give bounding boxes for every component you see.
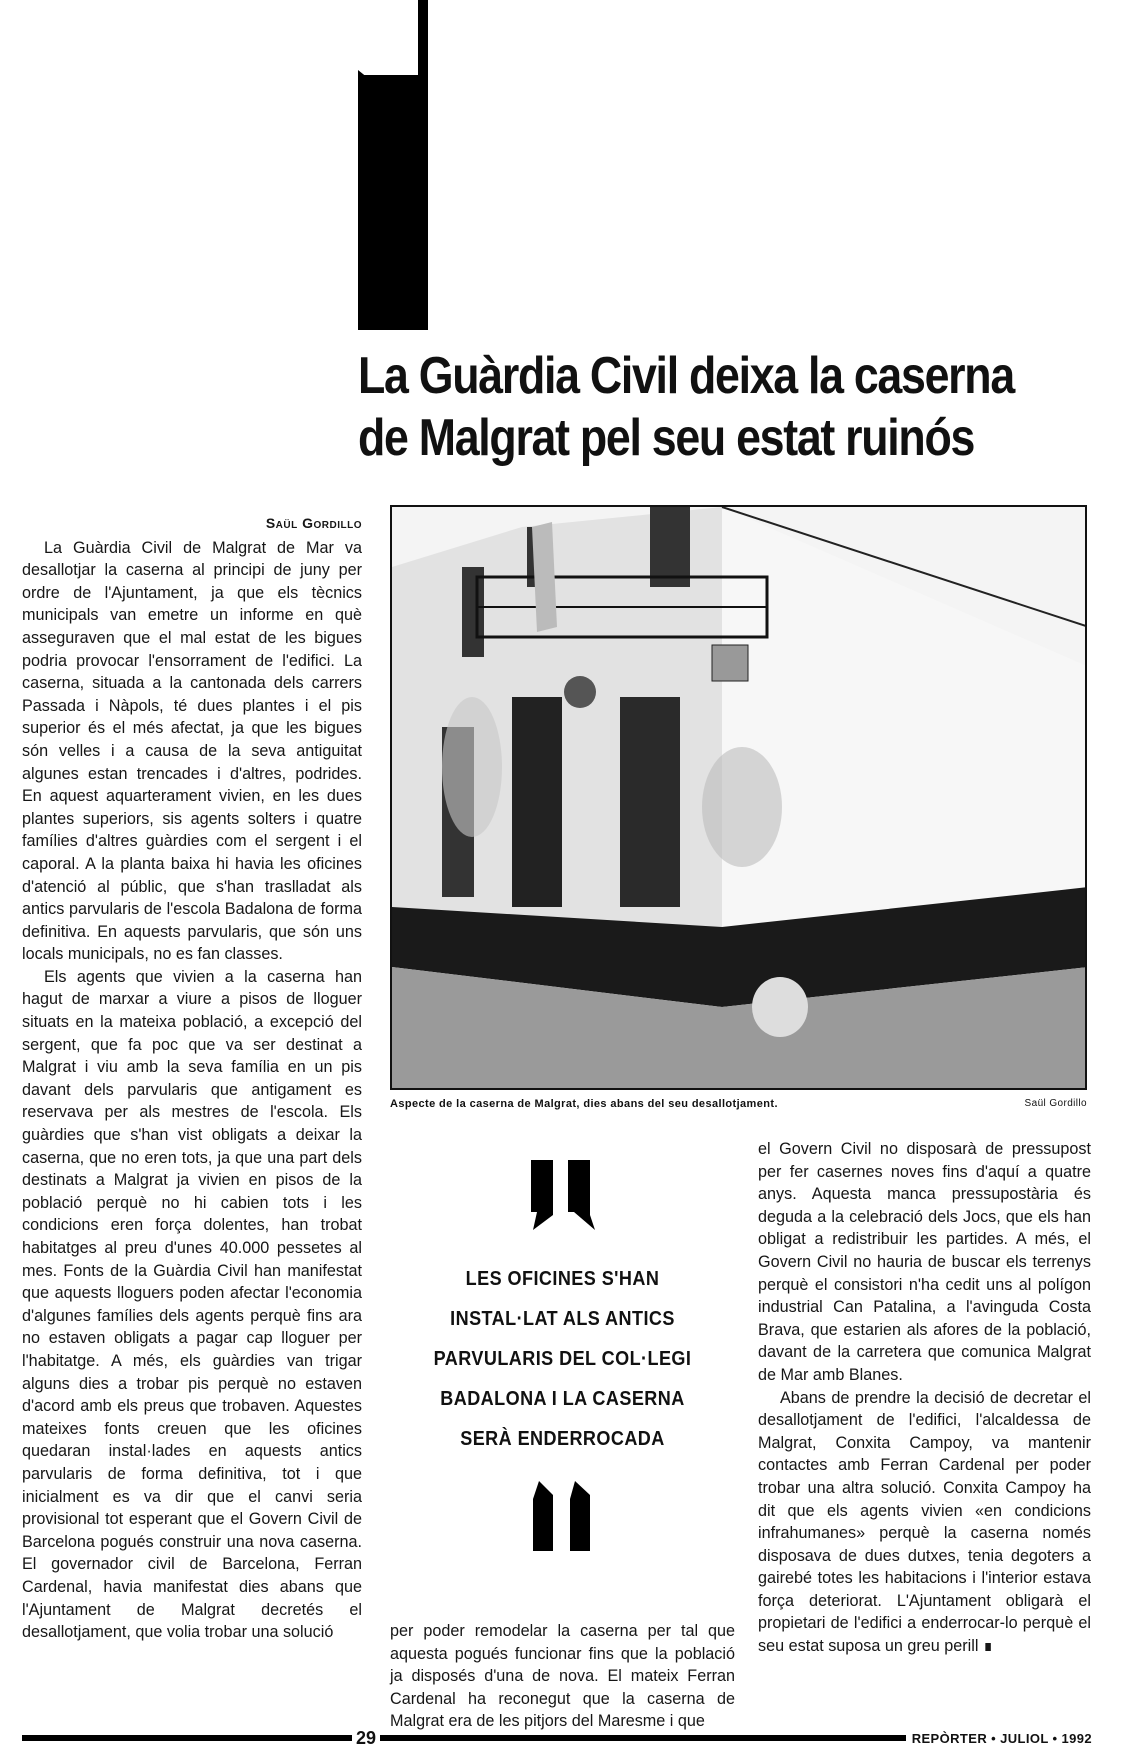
footer-rule-right [380,1735,906,1741]
pull-quote: LES OFICINES S'HAN INSTAL·LAT ALS ANTICS PARVULARIS DEL COL·LEGI BADALONA I LA CASERNA SERÀ ENDERROCADA [433,1267,692,1450]
barracks-photo [390,505,1087,1090]
page-footer [22,1725,1092,1751]
paragraph: Abans de prendre la decisió de decretar el desallotjament de l'edifici, l'alcaldessa de Malgrat, Conxita Campoy, va mantenir contactes amb Ferran Cardenal per poder trobar una altra solució. Conxita Campoy ha dit que els agents vivien «en condicions infrahumanes» perquè la caserna només disposava de dues dutxes, tenia degoters a gairebé totes les habitacions i l'interior estava força deteriorat. L'Ajuntament obligarà el propietari de l'edifici a enderrocar-lo perquè el seu estat suposa un greu perill ∎ [758,1388,1091,1656]
paragraph: La Guàrdia Civil de Malgrat de Mar va desallotjar la caserna al principi de juny per ordre de l'Ajuntament, ja que els tècnics municipals van emetre un informe en què asseguraven que el mal estat de les bigues podria provocar l'ensorrament de l'edifici. La caserna, situada a la cantonada dels carrers Passada i Nàpols, té dues plantes i el pis superior és el més afectat, ja que les bigues són velles i a causa de la seva antiguitat algunes estan trencades i d'altres, podrides. En aquest aquarterament vivien, en les dues plantes superiors, sis agents solters i quatre famílies d'altres guàrdies com el sergent i el caporal. A la planta baixa hi havia les oficines d'atenció al públic, que s'han traslladat als antics parvularis de l'escola Badalona de forma definitiva. En aquests parvularis, que són uns locals municipals, no es fan classes. [22,538,362,964]
publication-info: REPÒRTER • JULIOL • 1992 [911,1730,1092,1746]
barracks-illustration [392,507,1087,1090]
pull-quote-box [395,1160,730,1580]
byline: Saül Gordillo [265,515,362,531]
paragraph: el Govern Civil no disposarà de pressupost per fer casernes noves fins d'aquí a quatre anys. Aquesta manca pressupostària és deguda a la celebració dels Jocs, que els han obligat a redistribuir les partides. A més, el Govern Civil no hauria de buscar els terrenys perquè el consistori n'ha cedit uns al polígon industrial Can Patalina, a l'avinguda Costa Brava, que estarien als afores de la població, davant de la carretera que comunica Malgrat de Mar amb Blanes. [758,1140,1091,1384]
headline [358,345,1098,469]
middle-column [390,1620,735,1733]
photo-caption: Aspecte de la caserna de Malgrat, dies abans del seu desallotjament. [390,1098,778,1110]
photo-credit: Saül Gordillo [1024,1098,1087,1109]
headline-line-2: de Malgrat pel seu estat ruinós [358,409,975,467]
footer-rule-left [22,1735,352,1741]
decorative-block [358,0,428,330]
right-column [758,1138,1091,1658]
close-quote-icon [523,1481,603,1551]
headline-line-1: La Guàrdia Civil deixa la caserna [358,347,1014,405]
page-number: 29 [356,1727,377,1748]
paragraph: Els agents que vivien a la caserna han hagut de marxar a viure a pisos de lloguer situats en la mateixa població, a excepció del sergent, que fa poc que va ser destinat a Malgrat i viu amb la seva família en un pis davant dels parvularis que antigament es reservava per als mestres de l'escola. Els guàrdies que s'han vist obligats a deixar la caserna, que no eren tots, ja que una part dels destinats a Malgrat ja vivien en pisos de la població perquè no hi cabien tots i les condicions eren força dolentes, han trobat habitatges al preu d'unes 40.000 pessetes al mes. Fonts de la Guàrdia Civil han manifestat que aquests lloguers poden afectar l'economia d'algunes famílies dels agents perquè fins ara no estaven obligats a pagar cap lloguer per l'habitatge. A més, els guàrdies van trigar alguns dies a trobar pis perquè no estaven d'acord amb els preus que trobaven. Aquestes mateixes fonts creuen que les oficines quedaran instal·lades en aquests antics parvularis de forma definitiva, tot i que inicialment es va dir que el canvi seria provisional tot esperant que el Govern Civil de Barcelona pogués construir una nova caserna. El governador civil de Barcelona, Ferran Cardenal, havia manifestat dies abans que l'Ajuntament de Malgrat decretés el desallotjament, que volia trobar una solució [22,967,362,1642]
photo-caption-row [390,1098,1087,1110]
paragraph: per poder remodelar la caserna per tal que aquesta pogués funcionar fins que la població ja disposés d'una de nova. El mateix Ferran Cardenal ha reconegut que la caserna de Malgrat era de les pitjors del Maresme i que [390,1622,735,1731]
left-column [22,512,362,1644]
open-quote-icon [523,1160,603,1230]
